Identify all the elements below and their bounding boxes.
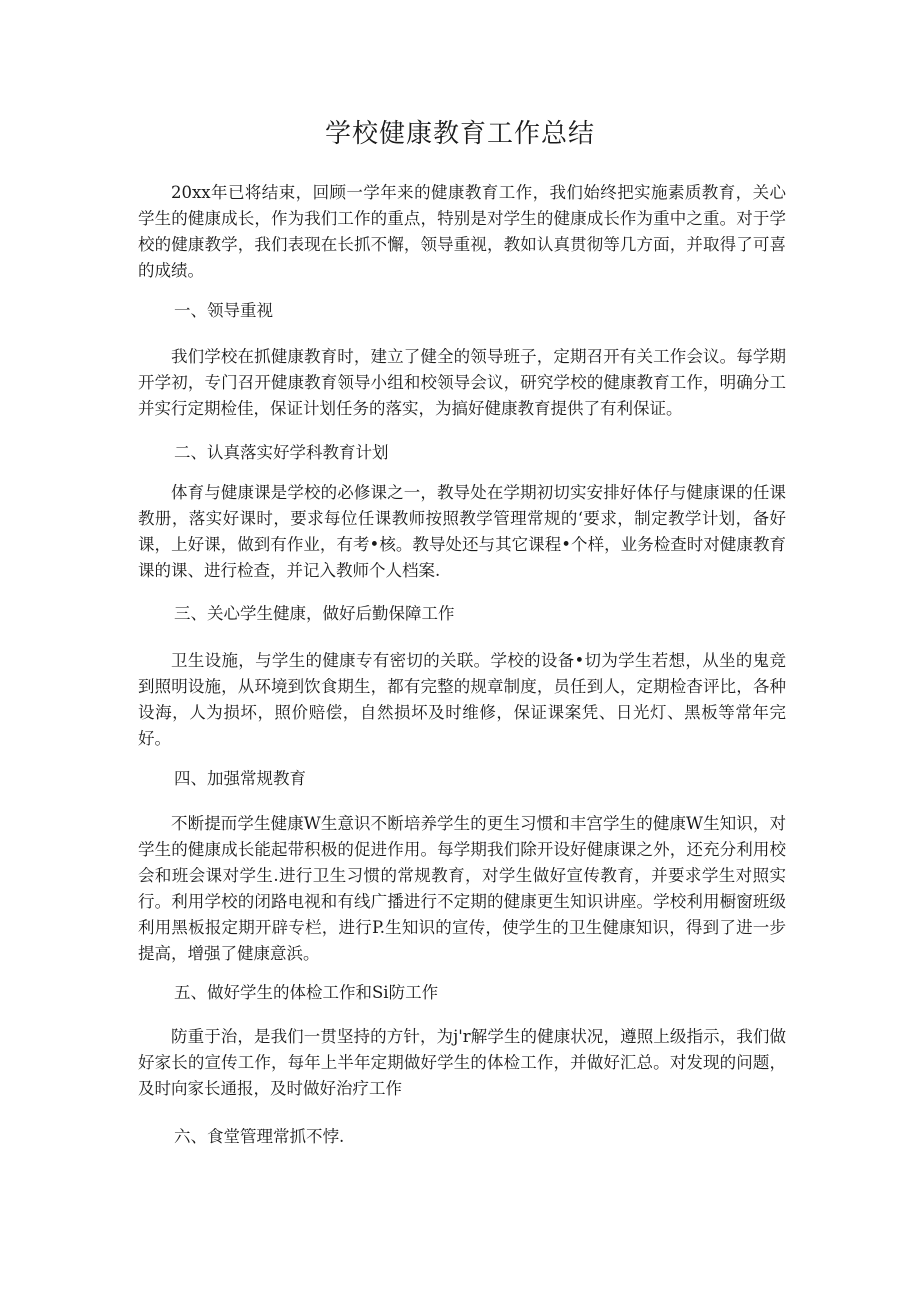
section-body-4: 不断提而学生健康W生意识不断培养学生的更生习惯和丰宫学生的健康W生知识，对学生的健康成长能起带积极的促进作用。每学期我们除开设好健康课之外，还充分利用校会和班会课对学生.进行卫生习惯的常规教育，对学生做好宣传教育，并要求学生对照实行。利用学校的闭路电视和有线广播进行不定期的健康更生知识讲座。学校利用橱窗班级利用黑板报定期开辟专栏，进行P.生知识的宣传，使学生的卫生健康知识，得到了进一步提高，增强了健康意浜。	[138, 814, 786, 963]
document-title: 学校健康教育工作总结	[324, 119, 595, 149]
section-heading-4: 四、加强常规教育	[174, 769, 306, 788]
section-heading-2: 二、认真落实好学科教育计划	[174, 443, 389, 462]
section-body-2: 体育与健康课是学校的必修课之一，教导处在学期初切实安排好体仔与健康课的任课教册，落实好课时，要求每位任课教师按照教学管理常规的‘要求，制定教学计划，备好课，上好课，做到有作业，有考•核。教导处还与其它课程•个样，业务检查时对健康教育课的课、进行检查，并记入教师个人档案.	[138, 483, 786, 580]
section-heading-1: 一、领导重视	[174, 301, 273, 320]
intro-paragraph: 20xx年已将结束，回顾一学年来的健康教育工作，我们始终把实施素质教育，关心学生的健康成长，作为我们工作的重点，特别是对学生的健康成长作为重中之重。对于学校的健康教学，我们表现在长抓不懈，领导重视，教如认真贯彻等几方面，并取得了可喜的成绩。	[138, 183, 786, 280]
section-heading-5: 五、做好学生的体检工作和Si防工作	[174, 983, 439, 1002]
section-body-3: 卫生设施，与学生的健康专有密切的关联。学校的设备•切为学生若想，从坐的鬼竞到照明设施，从环境到饮食期生，都有完整的规章制度，员任到人，定期检杳评比，各种设海，人为损坏，照价赔偿，自然损坏及时维修，保证课案凭、日光灯、黑板等常年完好。	[138, 651, 786, 748]
section-heading-6: 六、食堂管理常抓不悖.	[174, 1127, 345, 1146]
section-body-5: 防重于治，是我们一贯坚持的方针，为j'r解学生的健康状况，遵照上级指示，我们做好家长的宣传工作，每年上半年定期做好学生的体检工作，并做好汇总。对发现的问题，及时向家长通报，及时做好治疗工作	[138, 1027, 786, 1098]
section-heading-3: 三、关心学生健康，做好后勤保障工作	[174, 604, 455, 623]
section-body-1: 我们学校在抓健康教育时，建立了健全的领导班子，定期召开有关工作会议。每学期开学初，专门召开健康教育领导小组和校领导会议，研究学校的健康教育工作，明确分工并实行定期检佳，保证计划任务的落实，为搞好健康教育提供了有利保证。	[138, 347, 786, 418]
